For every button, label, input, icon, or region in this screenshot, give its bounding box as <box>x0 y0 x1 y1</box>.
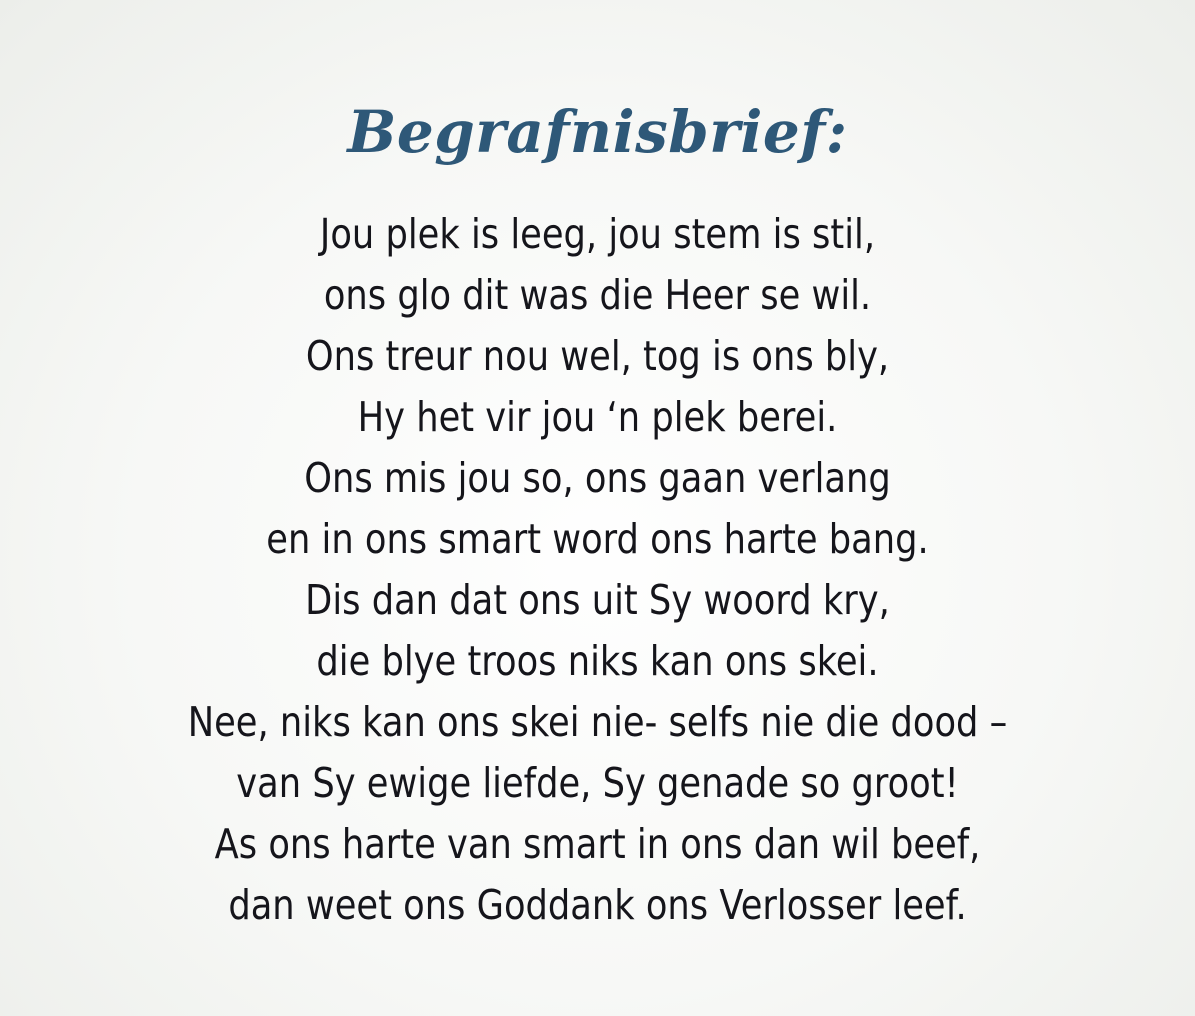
poem-line: Jou plek is leeg, jou stem is stil, <box>319 210 876 258</box>
poem-line: dan weet ons Goddank ons Verlosser leef. <box>228 881 967 929</box>
poem-line: en in ons smart word ons harte bang. <box>266 515 929 563</box>
poem-line: As ons harte van smart in ons dan wil beef, <box>214 820 981 868</box>
poem-line: ons glo dit was die Heer se wil. <box>323 271 872 319</box>
poem-line: Nee, niks kan ons skei nie- selfs nie die dood – <box>187 698 1008 746</box>
poem-line: Ons treur nou wel, tog is ons bly, <box>305 332 890 380</box>
poem-line: Hy het vir jou ‘n plek berei. <box>357 393 838 441</box>
poem-line: die blye troos niks kan ons skei. <box>316 637 879 685</box>
bleed-through-text-decoration <box>0 0 1195 22</box>
poem <box>0 204 1195 936</box>
document-title: Begrafnisbrief: <box>347 98 848 166</box>
poem-line: van Sy ewige liefde, Sy genade so groot! <box>236 759 959 807</box>
poem-line: Ons mis jou so, ons gaan verlang <box>304 454 891 502</box>
poem-line: Dis dan dat ons uit Sy woord kry, <box>305 576 890 624</box>
